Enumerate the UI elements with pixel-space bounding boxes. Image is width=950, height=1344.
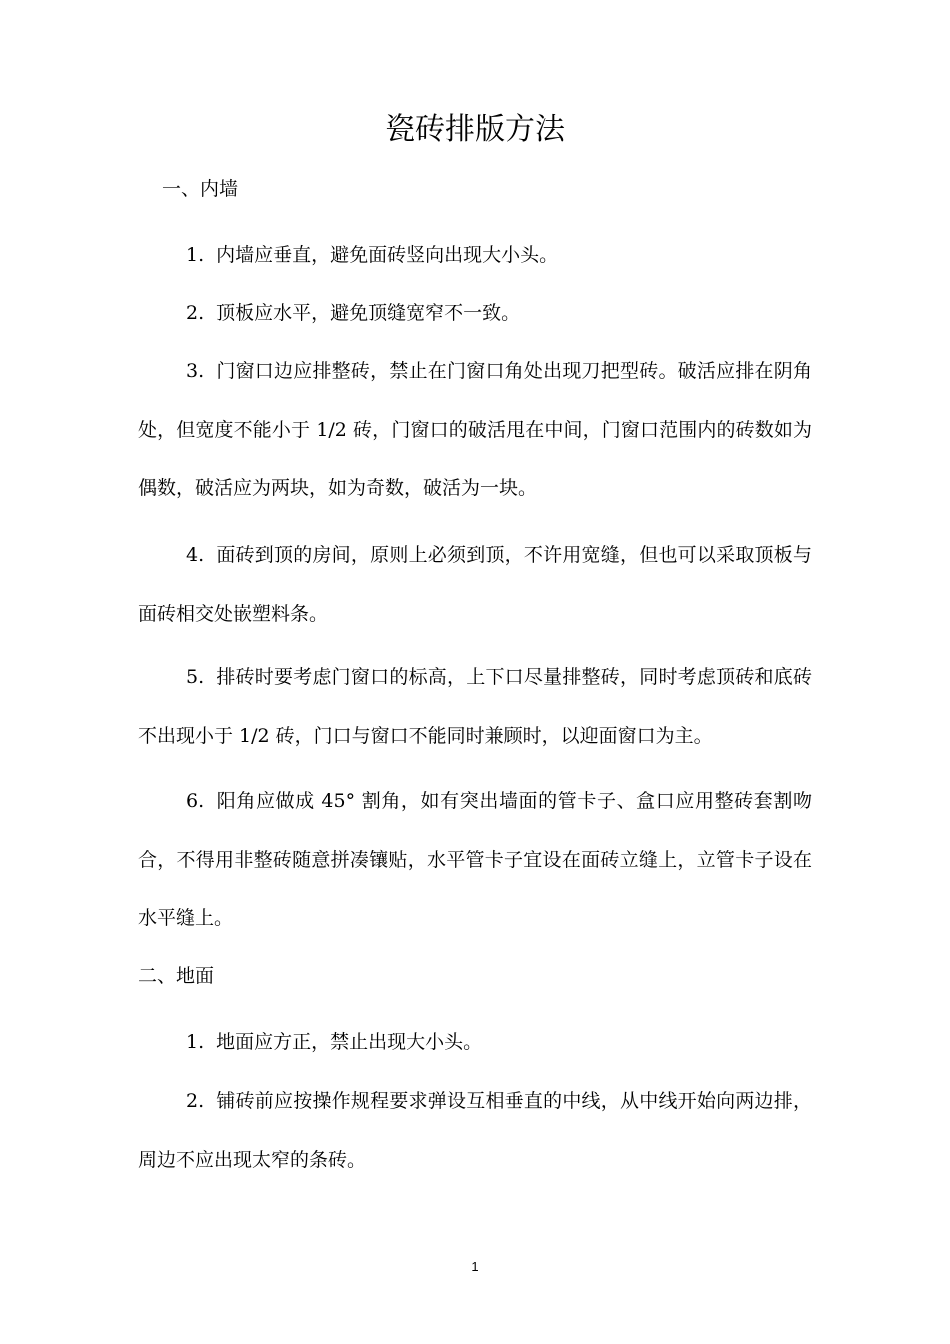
section-heading-floor: 二、地面 bbox=[138, 965, 215, 987]
list-item-text: 地面应方正，禁止出现大小头。 bbox=[216, 1031, 483, 1053]
list-item bbox=[138, 226, 812, 285]
list-item-number: 1. bbox=[186, 244, 205, 266]
list-item-text: 面砖到顶的房间，原则上必须到顶，不许用宽缝，但也可以采取顶板与面砖相交处嵌塑料条。 bbox=[138, 544, 812, 625]
list-item-text: 门窗口边应排整砖，禁止在门窗口角处出现刀把型砖。破活应排在阴角处，但宽度不能小于 1/2 砖，门窗口的破活甩在中间，门窗口范围内的砖数如为偶数，破活应为两块，如为奇数，破活为一块。 bbox=[138, 360, 812, 499]
list-item-text: 内墙应垂直，避免面砖竖向出现大小头。 bbox=[216, 244, 559, 266]
list-item bbox=[138, 526, 812, 643]
list-item-number: 5. bbox=[186, 666, 205, 688]
list-item-text: 铺砖前应按操作规程要求弹设互相垂直的中线，从中线开始向两边排，周边不应出现太窄的条砖。 bbox=[138, 1090, 812, 1171]
list-item bbox=[138, 342, 812, 518]
list-item bbox=[138, 1072, 812, 1189]
list-item-number: 6. bbox=[186, 790, 205, 812]
section-heading-interior-wall: 一、内墙 bbox=[162, 178, 239, 200]
list-item-text: 阳角应做成 45° 割角，如有突出墙面的管卡子、盒口应用整砖套割吻合，不得用非整砖随意拼凑镶贴，水平管卡子宜设在面砖立缝上，立管卡子设在水平缝上。 bbox=[138, 790, 812, 929]
list-item bbox=[138, 772, 812, 948]
list-item-number: 2. bbox=[186, 1090, 205, 1112]
list-item-text: 顶板应水平，避免顶缝宽窄不一致。 bbox=[216, 302, 521, 324]
list-item bbox=[138, 1013, 812, 1072]
list-item bbox=[138, 648, 812, 765]
list-item bbox=[138, 284, 812, 343]
list-item-number: 3. bbox=[186, 360, 205, 382]
list-item-number: 4. bbox=[186, 544, 205, 566]
document-title: 瓷砖排版方法 bbox=[385, 112, 565, 147]
list-item-number: 2. bbox=[186, 302, 205, 324]
list-item-number: 1. bbox=[186, 1031, 205, 1053]
page-number: 1 bbox=[471, 1259, 479, 1274]
list-item-text: 排砖时要考虑门窗口的标高，上下口尽量排整砖，同时考虑顶砖和底砖不出现小于 1/2 砖，门口与窗口不能同时兼顾时，以迎面窗口为主。 bbox=[138, 666, 812, 747]
